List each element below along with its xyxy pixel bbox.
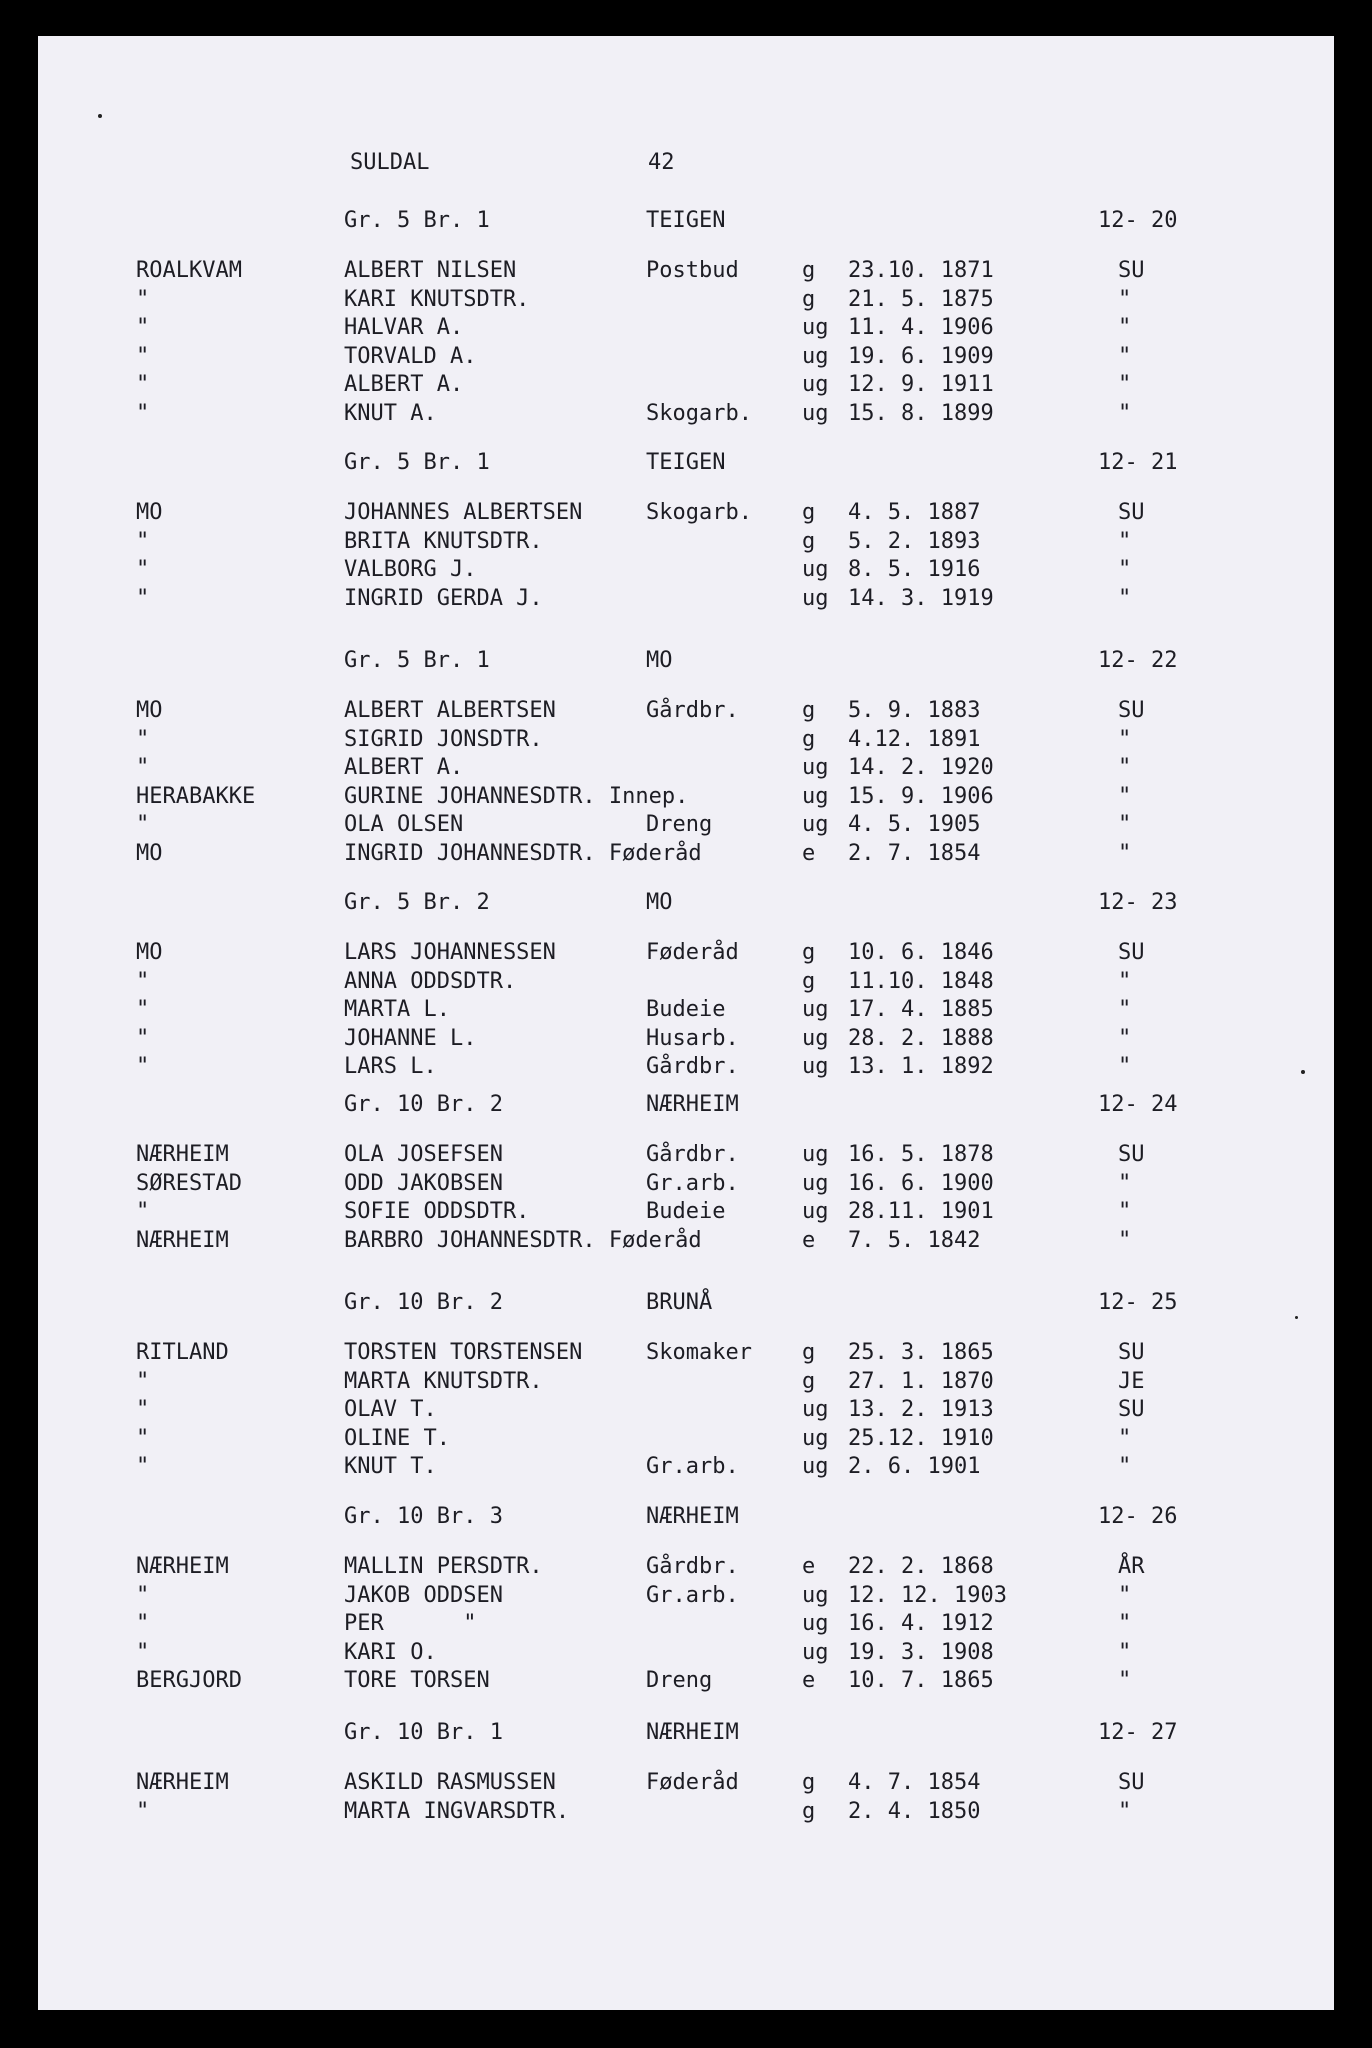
person-name: KNUT A. [344,401,437,426]
person-name: PER " [344,1611,477,1636]
person-place: " [136,1026,150,1051]
person-row [38,1609,1334,1639]
person-birth-parish: " [1118,727,1132,752]
person-row [38,399,1334,429]
page-title: SULDAL [350,150,430,175]
person-name: OLINE T. [344,1426,450,1451]
household-code: 12- 23 [1098,890,1178,915]
person-marital-status: g [802,529,816,554]
person-birth-parish: " [1118,1426,1132,1451]
person-marital-status: g [802,727,816,752]
person-place: " [136,1426,150,1451]
household-header [38,1288,1334,1318]
household-farm: TEIGEN [646,450,726,475]
person-name: OLAV T. [344,1397,437,1422]
person-name: ALBERT A. [344,372,464,397]
person-row [38,1424,1334,1454]
person-place: RITLAND [136,1340,229,1365]
person-name: KNUT T. [344,1454,437,1479]
person-occupation: Gr.arb. [646,1454,739,1479]
speck [1301,1070,1305,1074]
household-header [38,448,1334,478]
household-header [38,1502,1334,1532]
person-marital-status: g [802,940,816,965]
person-marital-status: ug [802,997,829,1022]
person-place: MO [136,841,163,866]
person-birth-parish: SU [1118,258,1145,283]
person-birth-parish: " [1118,1799,1132,1824]
person-row [38,967,1334,997]
household-header [38,1718,1334,1748]
person-name: LARS JOHANNESSEN [344,940,556,965]
person-name: INGRID JOHANNESDTR. Føderåd [344,841,702,866]
person-place: " [136,1369,150,1394]
person-row [38,782,1334,812]
household-code: 12- 27 [1098,1720,1178,1745]
person-occupation: Dreng [646,812,713,837]
person-place: " [136,1397,150,1422]
person-marital-status: ug [802,784,829,809]
person-name: ASKILD RASMUSSEN [344,1770,556,1795]
person-birth-date: 22. 2. 1868 [848,1554,994,1579]
person-name: INGRID GERDA J. [344,586,543,611]
person-row [38,555,1334,585]
person-name: TORE TORSEN [344,1668,490,1693]
person-name: LARS L. [344,1054,437,1079]
household-group: Gr. 5 Br. 1 [344,450,490,475]
person-birth-date: 21. 5. 1875 [848,287,994,312]
person-marital-status: ug [802,586,829,611]
person-birth-date: 16. 6. 1900 [848,1171,994,1196]
person-row [38,938,1334,968]
person-birth-date: 16. 5. 1878 [848,1142,994,1167]
person-occupation: Postbud [646,258,739,283]
person-birth-date: 4. 7. 1854 [848,1770,981,1795]
person-birth-date: 13. 2. 1913 [848,1397,994,1422]
person-row [38,995,1334,1025]
person-row [38,1052,1334,1082]
person-marital-status: g [802,287,816,312]
person-place: " [136,1054,150,1079]
person-place: HERABAKKE [136,784,256,809]
person-birth-parish: " [1118,529,1132,554]
person-place: " [136,1199,150,1224]
person-place: " [136,969,150,994]
person-marital-status: e [802,1228,816,1253]
person-birth-parish: SU [1118,1397,1145,1422]
person-marital-status: ug [802,755,829,780]
household-group: Gr. 10 Br. 1 [344,1720,503,1745]
household-code: 12- 26 [1098,1504,1178,1529]
person-row [38,1638,1334,1668]
person-birth-date: 2. 7. 1854 [848,841,981,866]
person-occupation: Gårdbr. [646,1554,739,1579]
person-marital-status: e [802,1668,816,1693]
person-birth-parish: " [1118,1228,1132,1253]
person-birth-date: 17. 4. 1885 [848,997,994,1022]
household-group: Gr. 10 Br. 3 [344,1504,503,1529]
person-birth-parish: " [1118,401,1132,426]
household-header [38,206,1334,236]
person-row [38,584,1334,614]
person-place: SØRESTAD [136,1171,242,1196]
person-row [38,696,1334,726]
person-birth-parish: " [1118,1640,1132,1665]
person-birth-parish: ÅR [1118,1554,1145,1579]
person-place: " [136,344,150,369]
person-occupation: Dreng [646,1668,713,1693]
person-marital-status: ug [802,1454,829,1479]
person-marital-status: g [802,1799,816,1824]
person-birth-parish: SU [1118,1770,1145,1795]
person-birth-date: 10. 6. 1846 [848,940,994,965]
person-marital-status: ug [802,1426,829,1451]
person-name: HALVAR A. [344,315,464,340]
person-place: " [136,1583,150,1608]
person-birth-date: 10. 7. 1865 [848,1668,994,1693]
person-row [38,1797,1334,1827]
household-code: 12- 21 [1098,450,1178,475]
person-birth-parish: " [1118,969,1132,994]
person-marital-status: g [802,1770,816,1795]
person-place: " [136,997,150,1022]
household-group: Gr. 5 Br. 1 [344,648,490,673]
person-birth-date: 25.12. 1910 [848,1426,994,1451]
document-page [38,36,1334,2010]
person-occupation: Budeie [646,997,726,1022]
household-group: Gr. 5 Br. 2 [344,890,490,915]
person-birth-date: 28. 2. 1888 [848,1026,994,1051]
person-birth-parish: " [1118,1171,1132,1196]
household-code: 12- 24 [1098,1092,1178,1117]
person-name: SOFIE ODDSDTR. [344,1199,530,1224]
person-name: KARI KNUTSDTR. [344,287,530,312]
person-birth-date: 2. 6. 1901 [848,1454,981,1479]
person-birth-date: 14. 3. 1919 [848,586,994,611]
person-row [38,1552,1334,1582]
person-row [38,839,1334,869]
person-row [38,1666,1334,1696]
person-place: " [136,401,150,426]
person-row [38,725,1334,755]
person-place: NÆRHEIM [136,1770,229,1795]
person-birth-date: 19. 6. 1909 [848,344,994,369]
person-marital-status: g [802,1369,816,1394]
person-place: ROALKVAM [136,258,242,283]
person-birth-parish: SU [1118,1340,1145,1365]
person-birth-date: 16. 4. 1912 [848,1611,994,1636]
person-birth-date: 11. 4. 1906 [848,315,994,340]
person-place: MO [136,940,163,965]
person-birth-date: 13. 1. 1892 [848,1054,994,1079]
person-birth-parish: " [1118,287,1132,312]
person-marital-status: ug [802,1199,829,1224]
person-place: " [136,287,150,312]
person-birth-date: 15. 9. 1906 [848,784,994,809]
person-birth-parish: " [1118,1199,1132,1224]
person-name: TORVALD A. [344,344,477,369]
person-row [38,1395,1334,1425]
person-row [38,1197,1334,1227]
person-place: BERGJORD [136,1668,242,1693]
person-place: " [136,1611,150,1636]
person-birth-parish: " [1118,315,1132,340]
household-header [38,1090,1334,1120]
household-group: Gr. 10 Br. 2 [344,1092,503,1117]
person-name: MARTA L. [344,997,450,1022]
person-marital-status: g [802,1340,816,1365]
person-place: " [136,1799,150,1824]
person-name: JOHANNE L. [344,1026,477,1051]
person-birth-date: 8. 5. 1916 [848,557,981,582]
person-name: MALLIN PERSDTR. [344,1554,543,1579]
person-name: ALBERT NILSEN [344,258,517,283]
person-place: " [136,1454,150,1479]
person-place: " [136,727,150,752]
household-farm: BRUNÅ [646,1290,713,1315]
person-marital-status: ug [802,315,829,340]
person-marital-status: ug [802,812,829,837]
person-marital-status: ug [802,1171,829,1196]
person-marital-status: ug [802,1611,829,1636]
person-birth-parish: " [1118,997,1132,1022]
person-birth-date: 23.10. 1871 [848,258,994,283]
person-birth-date: 4.12. 1891 [848,727,981,752]
person-birth-parish: " [1118,372,1132,397]
person-birth-parish: " [1118,344,1132,369]
person-birth-parish: " [1118,755,1132,780]
person-place: " [136,557,150,582]
person-name: ANNA ODDSDTR. [344,969,517,994]
person-marital-status: ug [802,372,829,397]
person-birth-parish: " [1118,784,1132,809]
person-name: BRITA KNUTSDTR. [344,529,543,554]
person-marital-status: ug [802,1142,829,1167]
person-name: ODD JAKOBSEN [344,1171,503,1196]
person-row [38,1140,1334,1170]
person-marital-status: g [802,698,816,723]
person-occupation: Føderåd [646,1770,739,1795]
person-name: MARTA KNUTSDTR. [344,1369,543,1394]
household-group: Gr. 5 Br. 1 [344,208,490,233]
household-farm: NÆRHEIM [646,1092,739,1117]
speck [1295,1316,1298,1319]
person-birth-parish: " [1118,841,1132,866]
person-birth-date: 7. 5. 1842 [848,1228,981,1253]
household-group: Gr. 10 Br. 2 [344,1290,503,1315]
person-marital-status: ug [802,1583,829,1608]
household-header [38,646,1334,676]
person-place: NÆRHEIM [136,1554,229,1579]
person-birth-date: 4. 5. 1887 [848,500,981,525]
person-birth-date: 19. 3. 1908 [848,1640,994,1665]
person-marital-status: ug [802,1054,829,1079]
person-occupation: Gårdbr. [646,698,739,723]
person-marital-status: ug [802,1640,829,1665]
person-name: JOHANNES ALBERTSEN [344,500,583,525]
person-row [38,313,1334,343]
person-birth-date: 28.11. 1901 [848,1199,994,1224]
person-name: TORSTEN TORSTENSEN [344,1340,583,1365]
person-birth-parish: SU [1118,500,1145,525]
person-row [38,285,1334,315]
person-occupation: Budeie [646,1199,726,1224]
person-row [38,753,1334,783]
person-birth-date: 12. 9. 1911 [848,372,994,397]
household-code: 12- 22 [1098,648,1178,673]
person-place: " [136,529,150,554]
person-marital-status: ug [802,344,829,369]
person-place: " [136,755,150,780]
person-row [38,1581,1334,1611]
person-place: NÆRHEIM [136,1142,229,1167]
person-birth-date: 25. 3. 1865 [848,1340,994,1365]
person-birth-parish: SU [1118,940,1145,965]
person-name: OLA OLSEN [344,812,464,837]
person-name: ALBERT A. [344,755,464,780]
person-row [38,256,1334,286]
person-birth-parish: " [1118,586,1132,611]
person-row [38,527,1334,557]
person-place: " [136,372,150,397]
person-occupation: Føderåd [646,940,739,965]
person-place: " [136,315,150,340]
person-birth-date: 5. 2. 1893 [848,529,981,554]
person-marital-status: g [802,258,816,283]
person-row [38,1226,1334,1256]
person-place: MO [136,500,163,525]
household-farm: TEIGEN [646,208,726,233]
page-number: 42 [648,150,675,175]
person-marital-status: g [802,969,816,994]
person-marital-status: e [802,1554,816,1579]
person-birth-date: 2. 4. 1850 [848,1799,981,1824]
person-birth-date: 12. 12. 1903 [848,1583,1007,1608]
person-occupation: Skogarb. [646,401,752,426]
person-row [38,1338,1334,1368]
person-birth-parish: SU [1118,1142,1145,1167]
person-occupation: Gr.arb. [646,1583,739,1608]
household-code: 12- 20 [1098,208,1178,233]
person-place: " [136,812,150,837]
person-marital-status: ug [802,1026,829,1051]
person-row [38,1768,1334,1798]
person-birth-date: 27. 1. 1870 [848,1369,994,1394]
household-farm: NÆRHEIM [646,1504,739,1529]
household-farm: NÆRHEIM [646,1720,739,1745]
person-birth-parish: SU [1118,698,1145,723]
person-birth-parish: " [1118,557,1132,582]
person-birth-parish: " [1118,812,1132,837]
person-marital-status: e [802,841,816,866]
person-birth-parish: JE [1118,1369,1145,1394]
household-farm: MO [646,890,673,915]
person-name: VALBORG J. [344,557,477,582]
person-row [38,1169,1334,1199]
person-birth-parish: " [1118,1054,1132,1079]
person-occupation: Skomaker [646,1340,752,1365]
person-birth-date: 11.10. 1848 [848,969,994,994]
person-place: " [136,1640,150,1665]
person-row [38,1367,1334,1397]
person-marital-status: ug [802,401,829,426]
person-name: ALBERT ALBERTSEN [344,698,556,723]
person-birth-parish: " [1118,1454,1132,1479]
person-name: BARBRO JOHANNESDTR. Føderåd [344,1228,702,1253]
person-row [38,370,1334,400]
person-name: KARI O. [344,1640,437,1665]
person-place: MO [136,698,163,723]
person-marital-status: ug [802,557,829,582]
person-birth-parish: " [1118,1611,1132,1636]
household-code: 12- 25 [1098,1290,1178,1315]
person-birth-date: 15. 8. 1899 [848,401,994,426]
person-name: SIGRID JONSDTR. [344,727,543,752]
speck [98,114,102,118]
person-occupation: Gr.arb. [646,1171,739,1196]
person-occupation: Gårdbr. [646,1054,739,1079]
household-farm: MO [646,648,673,673]
person-row [38,1024,1334,1054]
person-place: NÆRHEIM [136,1228,229,1253]
person-occupation: Skogarb. [646,500,752,525]
person-marital-status: ug [802,1397,829,1422]
person-birth-date: 4. 5. 1905 [848,812,981,837]
person-row [38,810,1334,840]
person-row [38,342,1334,372]
person-occupation: Gårdbr. [646,1142,739,1167]
person-birth-parish: " [1118,1668,1132,1693]
person-name: MARTA INGVARSDTR. [344,1799,570,1824]
person-occupation: Husarb. [646,1026,739,1051]
household-header [38,888,1334,918]
page-header [38,148,1334,178]
person-place: " [136,586,150,611]
person-birth-parish: " [1118,1026,1132,1051]
person-name: OLA JOSEFSEN [344,1142,503,1167]
person-row [38,498,1334,528]
person-marital-status: g [802,500,816,525]
person-birth-parish: " [1118,1583,1132,1608]
person-birth-date: 14. 2. 1920 [848,755,994,780]
person-name: GURINE JOHANNESDTR. Innep. [344,784,689,809]
person-name: JAKOB ODDSEN [344,1583,503,1608]
person-birth-date: 5. 9. 1883 [848,698,981,723]
person-row [38,1452,1334,1482]
